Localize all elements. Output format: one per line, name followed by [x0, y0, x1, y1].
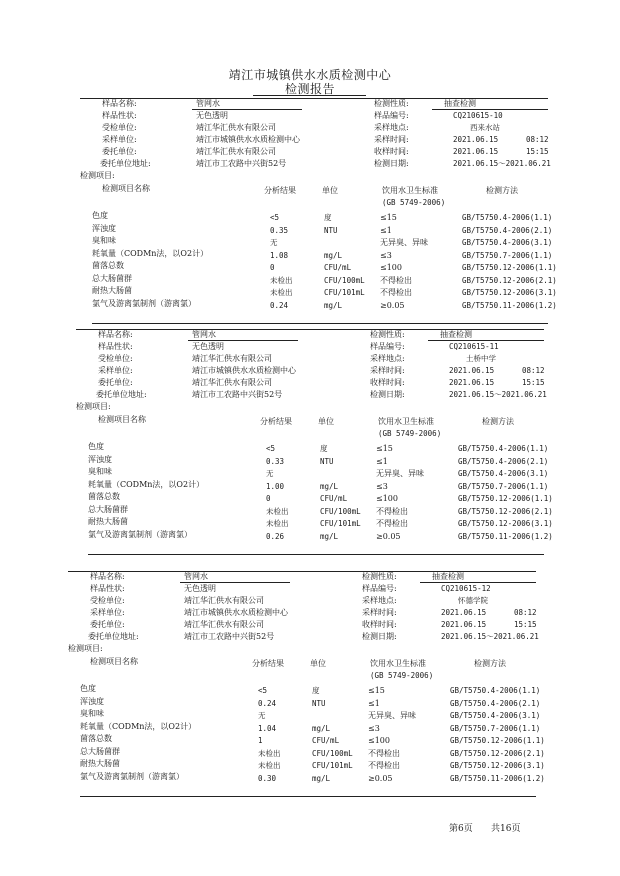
row-item-name: 耐热大肠菌	[88, 517, 128, 526]
row-result: 0.35	[270, 225, 289, 235]
col-header-method: 检测方法	[474, 659, 506, 668]
row-item-name: 色度	[92, 211, 108, 220]
page-current: 第6页	[449, 824, 473, 834]
client-address-value: 靖江市工农路中兴街52号	[184, 632, 275, 641]
row-item-name: 浑浊度	[92, 223, 116, 233]
col-header-unit: 单位	[310, 659, 326, 668]
row-unit: NTU	[324, 225, 338, 235]
row-result: <5	[270, 213, 280, 222]
sample-name-value: 管网水	[184, 572, 208, 581]
receive-time-value: 2021.06.15	[453, 147, 499, 156]
test-date-value: 2021.06.15～2021.06.21	[449, 390, 547, 399]
row-standard: ≤100	[368, 736, 390, 745]
client-unit-label: 委托单位:	[98, 378, 133, 387]
sampling-clock-value: 08:12	[514, 608, 537, 617]
row-method: GB/T5750.7-2006(1.1)	[450, 723, 541, 733]
row-method: GB/T5750.4-2006(2.1)	[458, 456, 549, 466]
col-header-standard: 饮用水卫生标准	[378, 417, 434, 426]
test-nature-label: 检测性质:	[362, 572, 397, 581]
row-item-name: 氯气及游离氯制剂（游离氯）	[88, 529, 192, 539]
info-underline-right	[432, 109, 548, 110]
sample-name-label: 样品名称:	[102, 99, 137, 108]
test-nature-label: 检测性质:	[370, 330, 405, 339]
sample-nature-label: 样品性状:	[90, 584, 125, 593]
row-standard: 不得检出	[376, 519, 408, 528]
row-result: 未检出	[270, 275, 293, 285]
row-item-name: 氯气及游离氯制剂（游离氯）	[80, 771, 184, 781]
section-bottom-rule	[80, 796, 536, 797]
row-unit: CFU/100mL	[312, 748, 353, 758]
row-standard: 不得检出	[376, 506, 408, 516]
sampling-unit-value: 靖江市城镇供水水质检测中心	[192, 366, 296, 375]
receive-clock-value: 15:15	[514, 620, 537, 629]
sampling-time-value: 2021.06.15	[453, 135, 499, 144]
test-date-label: 检测日期:	[370, 390, 405, 399]
row-item-name: 菌落总数	[88, 492, 120, 501]
row-result: <5	[266, 444, 276, 453]
sample-name-label: 样品名称:	[90, 572, 125, 581]
row-method: GB/T5750.12-2006(3.1)	[450, 761, 545, 770]
client-address-label: 委托单位地址:	[100, 159, 151, 168]
sampling-site-value: 土桥中学	[466, 354, 496, 363]
row-unit: 度	[312, 686, 320, 695]
row-item-name: 耐热大肠菌	[80, 759, 120, 768]
row-standard: 无异臭、异味	[376, 469, 424, 478]
row-method: GB/T5750.7-2006(1.1)	[462, 250, 553, 260]
row-item-name: 色度	[88, 442, 104, 451]
row-method: GB/T5750.4-2006(3.1)	[458, 469, 549, 478]
client-unit-value: 靖江华汇供水有限公司	[192, 378, 272, 387]
row-unit: CFU/101mL	[324, 288, 365, 297]
row-result: <5	[258, 686, 268, 695]
row-unit: mg/L	[312, 773, 331, 783]
row-unit: mg/L	[320, 531, 339, 541]
row-unit: CFU/mL	[312, 736, 340, 745]
row-standard: 不得检出	[380, 288, 412, 297]
section-bottom-rule	[92, 323, 548, 324]
col-header-standard-code: (GB 5749-2006)	[382, 198, 446, 207]
info-underline-right	[428, 340, 544, 341]
test-date-value: 2021.06.15～2021.06.21	[441, 632, 539, 641]
sample-nature-value: 无色透明	[184, 584, 216, 593]
subtitle-underline	[253, 95, 366, 96]
row-standard: 无异臭、异味	[380, 238, 428, 247]
row-standard: ≤1	[376, 456, 388, 466]
row-result: 未检出	[258, 748, 281, 758]
section-bottom-rule	[88, 554, 544, 555]
row-result: 0.24	[258, 698, 277, 708]
row-method: GB/T5750.12-2006(2.1)	[458, 506, 553, 516]
test-nature-label: 检测性质:	[374, 99, 409, 108]
row-item-name: 菌落总数	[80, 734, 112, 743]
sampling-site-label: 采样地点:	[374, 123, 409, 132]
sampling-unit-label: 采样单位:	[98, 366, 133, 375]
receive-clock-value: 15:15	[522, 378, 545, 387]
row-item-name: 耗氧量（CODMn法，以O2计）	[88, 479, 205, 489]
col-header-item: 检测项目名称	[98, 415, 146, 424]
sampling-unit-value: 靖江市城镇供水水质检测中心	[196, 135, 300, 144]
receive-time-label: 收样时间:	[374, 147, 409, 156]
col-header-result: 分析结果	[260, 417, 292, 426]
client-unit-value: 靖江华汇供水有限公司	[184, 620, 264, 629]
client-address-value: 靖江市工农路中兴街52号	[192, 390, 283, 399]
row-item-name: 氯气及游离氯制剂（游离氯）	[92, 298, 196, 308]
row-standard: ≤3	[368, 723, 380, 733]
row-item-name: 菌落总数	[92, 261, 124, 270]
row-unit: NTU	[320, 456, 334, 466]
sample-nature-label: 样品性状:	[102, 111, 137, 120]
row-unit: CFU/101mL	[312, 761, 353, 770]
report-title: 靖江市城镇供水水质检测中心	[228, 68, 392, 82]
row-method: GB/T5750.4-2006(2.1)	[462, 225, 553, 235]
col-header-standard-code: (GB 5749-2006)	[370, 671, 434, 680]
col-header-item: 检测项目名称	[102, 184, 150, 193]
row-unit: CFU/mL	[320, 494, 348, 503]
client-unit-label: 委托单位:	[102, 147, 137, 156]
sample-no-value: CQ210615-10	[453, 111, 503, 120]
row-method: GB/T5750.11-2006(1.2)	[462, 300, 557, 310]
col-header-standard: 饮用水卫生标准	[370, 659, 426, 668]
section-top-rule	[68, 571, 536, 572]
col-header-method: 检测方法	[482, 417, 514, 426]
row-result: 0	[266, 494, 271, 503]
test-nature-value: 抽查检测	[444, 99, 476, 108]
row-result: 未检出	[266, 506, 289, 516]
row-method: GB/T5750.12-2006(2.1)	[462, 275, 557, 285]
row-item-name: 耗氧量（CODMn法，以O2计）	[92, 248, 209, 258]
row-unit: 度	[320, 444, 328, 453]
row-result: 0.33	[266, 456, 285, 466]
col-header-standard-code: (GB 5749-2006)	[378, 429, 442, 438]
test-date-label: 检测日期:	[374, 159, 409, 168]
sample-nature-value: 无色透明	[192, 342, 224, 351]
test-nature-value: 抽查检测	[432, 572, 464, 581]
row-standard: 不得检出	[368, 761, 400, 770]
test-items-label: 检测项目:	[68, 644, 103, 653]
sampling-clock-value: 08:12	[526, 135, 549, 144]
row-standard: ≤15	[380, 213, 397, 222]
section-top-rule	[76, 329, 544, 330]
col-header-result: 分析结果	[264, 186, 296, 195]
row-result: 0.26	[266, 531, 285, 541]
col-header-method: 检测方法	[486, 186, 518, 195]
row-standard: 不得检出	[380, 275, 412, 285]
sample-no-label: 样品编号:	[362, 584, 397, 593]
row-item-name: 总大肠菌群	[80, 746, 120, 756]
col-header-standard: 饮用水卫生标准	[382, 186, 438, 195]
row-result: 1.04	[258, 723, 277, 733]
row-item-name: 耐热大肠菌	[92, 286, 132, 295]
row-standard: ≤1	[368, 698, 380, 708]
test-date-value: 2021.06.15～2021.06.21	[453, 159, 551, 168]
inspected-unit-label: 受检单位:	[98, 354, 133, 363]
sampling-time-value: 2021.06.15	[449, 366, 495, 375]
row-method: GB/T5750.12-2006(1.1)	[450, 736, 545, 745]
row-standard: ≥0.05	[368, 773, 393, 783]
sampling-time-label: 采样时间:	[374, 135, 409, 144]
row-unit: CFU/100mL	[320, 506, 361, 516]
sampling-site-label: 采样地点:	[370, 354, 405, 363]
row-result: 1.08	[270, 250, 289, 260]
row-method: GB/T5750.4-2006(1.1)	[450, 686, 541, 695]
receive-time-value: 2021.06.15	[449, 378, 495, 387]
row-method: GB/T5750.12-2006(3.1)	[462, 288, 557, 297]
receive-clock-value: 15:15	[526, 147, 549, 156]
row-standard: ≤15	[376, 444, 393, 453]
col-header-item: 检测项目名称	[90, 657, 138, 666]
row-standard: ≥0.05	[380, 300, 405, 310]
client-unit-label: 委托单位:	[90, 620, 125, 629]
row-result: 1.00	[266, 481, 285, 491]
sample-name-value: 管网水	[196, 99, 220, 108]
sample-no-label: 样品编号:	[374, 111, 409, 120]
inspected-unit-value: 靖江华汇供水有限公司	[192, 354, 272, 363]
row-result: 0.24	[270, 300, 289, 310]
row-standard: ≤3	[380, 250, 392, 260]
row-standard: 无异臭、异味	[368, 711, 416, 720]
receive-time-label: 收样时间:	[362, 620, 397, 629]
row-result: 无	[270, 238, 278, 247]
test-items-label: 检测项目:	[80, 171, 115, 180]
row-method: GB/T5750.7-2006(1.1)	[458, 481, 549, 491]
row-unit: NTU	[312, 698, 326, 708]
col-header-unit: 单位	[318, 417, 334, 426]
row-unit: CFU/mL	[324, 263, 352, 272]
client-address-label: 委托单位地址:	[96, 390, 147, 399]
row-unit: CFU/100mL	[324, 275, 365, 285]
sample-no-label: 样品编号:	[370, 342, 405, 351]
row-unit: mg/L	[324, 300, 343, 310]
sampling-site-value: 怀德学院	[458, 596, 488, 605]
sampling-unit-value: 靖江市城镇供水水质检测中心	[184, 608, 288, 617]
row-item-name: 耗氧量（CODMn法，以O2计）	[80, 721, 197, 731]
receive-time-label: 收样时间:	[370, 378, 405, 387]
row-method: GB/T5750.4-2006(1.1)	[458, 444, 549, 453]
row-standard: 不得检出	[368, 748, 400, 758]
test-items-label: 检测项目:	[76, 402, 111, 411]
row-method: GB/T5750.12-2006(2.1)	[450, 748, 545, 758]
row-result: 无	[258, 711, 266, 720]
row-item-name: 色度	[80, 684, 96, 693]
sampling-time-value: 2021.06.15	[441, 608, 487, 617]
page-total: 共16页	[491, 824, 521, 834]
row-method: GB/T5750.11-2006(1.2)	[450, 773, 545, 783]
row-standard: ≤15	[368, 686, 385, 695]
info-underline-left	[180, 582, 290, 583]
row-unit: mg/L	[324, 250, 343, 260]
sampling-unit-label: 采样单位:	[90, 608, 125, 617]
row-unit: 度	[324, 213, 332, 222]
row-result: 未检出	[270, 288, 293, 297]
row-method: GB/T5750.11-2006(1.2)	[458, 531, 553, 541]
info-underline-right	[420, 582, 536, 583]
row-method: GB/T5750.4-2006(1.1)	[462, 213, 553, 222]
row-unit: mg/L	[320, 481, 339, 491]
row-method: GB/T5750.4-2006(3.1)	[450, 711, 541, 720]
row-item-name: 总大肠菌群	[88, 504, 128, 514]
sample-name-value: 管网水	[192, 330, 216, 339]
info-underline-left	[188, 340, 298, 341]
row-unit: CFU/101mL	[320, 519, 361, 528]
sample-no-value: CQ210615-11	[449, 342, 499, 351]
row-result: 无	[266, 469, 274, 478]
row-result: 0.30	[258, 773, 277, 783]
client-address-label: 委托单位地址:	[88, 632, 139, 641]
client-unit-value: 靖江华汇供水有限公司	[196, 147, 276, 156]
row-result: 未检出	[258, 761, 281, 770]
row-method: GB/T5750.12-2006(1.1)	[458, 494, 553, 503]
row-standard: ≥0.05	[376, 531, 401, 541]
row-item-name: 浑浊度	[80, 696, 104, 706]
sampling-site-label: 采样地点:	[362, 596, 397, 605]
inspected-unit-label: 受检单位:	[102, 123, 137, 132]
row-method: GB/T5750.12-2006(3.1)	[458, 519, 553, 528]
row-standard: ≤100	[376, 494, 398, 503]
row-result: 0	[270, 263, 275, 272]
row-result: 未检出	[266, 519, 289, 528]
row-item-name: 臭和味	[88, 467, 112, 476]
row-standard: ≤100	[380, 263, 402, 272]
sampling-clock-value: 08:12	[522, 366, 545, 375]
row-item-name: 臭和味	[80, 709, 104, 718]
row-item-name: 浑浊度	[88, 454, 112, 464]
row-standard: ≤3	[376, 481, 388, 491]
report-subtitle: 检测报告	[284, 82, 335, 96]
col-header-unit: 单位	[322, 186, 338, 195]
receive-time-value: 2021.06.15	[441, 620, 487, 629]
inspected-unit-value: 靖江华汇供水有限公司	[196, 123, 276, 132]
section-top-rule	[80, 98, 548, 99]
row-item-name: 臭和味	[92, 236, 116, 245]
sample-no-value: CQ210615-12	[441, 584, 491, 593]
row-item-name: 总大肠菌群	[92, 273, 132, 283]
info-underline-left	[192, 109, 302, 110]
row-method: GB/T5750.4-2006(3.1)	[462, 238, 553, 247]
row-method: GB/T5750.12-2006(1.1)	[462, 263, 557, 272]
inspected-unit-value: 靖江华汇供水有限公司	[184, 596, 264, 605]
sampling-time-label: 采样时间:	[370, 366, 405, 375]
test-nature-value: 抽查检测	[440, 330, 472, 339]
row-unit: mg/L	[312, 723, 331, 733]
sampling-site-value: 西来水站	[470, 123, 500, 132]
sampling-unit-label: 采样单位:	[102, 135, 137, 144]
col-header-result: 分析结果	[252, 659, 284, 668]
row-standard: ≤1	[380, 225, 392, 235]
sample-nature-value: 无色透明	[196, 111, 228, 120]
sample-name-label: 样品名称:	[98, 330, 133, 339]
sampling-time-label: 采样时间:	[362, 608, 397, 617]
client-address-value: 靖江市工农路中兴街52号	[196, 159, 287, 168]
sample-nature-label: 样品性状:	[98, 342, 133, 351]
inspected-unit-label: 受检单位:	[90, 596, 125, 605]
test-date-label: 检测日期:	[362, 632, 397, 641]
row-result: 1	[258, 736, 263, 745]
row-method: GB/T5750.4-2006(2.1)	[450, 698, 541, 708]
